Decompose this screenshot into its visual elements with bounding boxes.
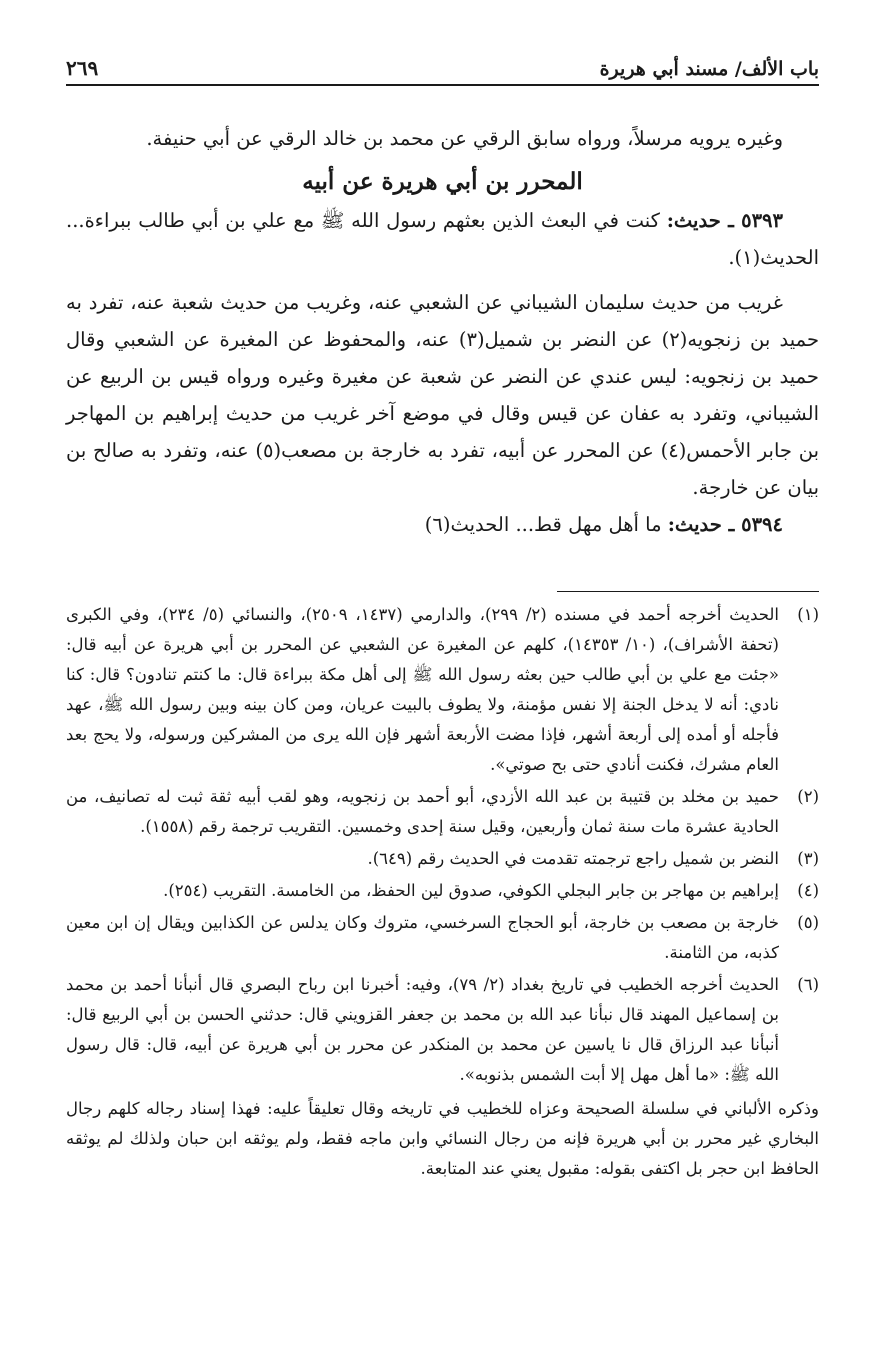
footnote-text: خارجة بن مصعب بن خارجة، أبو الحجاج السرخسي، متروك وكان يدلس عن الكذابين ويقال إن ابن معين كذبه، من الثامنة. [66,913,779,962]
footnote-text: إبراهيم بن مهاجر بن جابر البجلي الكوفي، صدوق لين الحفظ، من الخامسة. التقريب (٢٥٤). [163,881,779,900]
footnote-continuation: وذكره الألباني في سلسلة الصحيحة وعزاه للخطيب في تاريخه وقال تعليقاً عليه: فهذا إسناد رجاله كلهم رجال البخاري غير محرر بن أبي هريرة فإنه من رجال النسائي وابن ماجه فقط، ولم يوثقه ابن حبان ولذلك لم يوثقه الحافظ ابن حجر بل اكتفى بقوله: مقبول يعني عند المتابعة. [66,1099,819,1178]
hadith-text: ما أهل مهل قط... الحديث(٦) [424,513,662,536]
footnote-number: (٣) [797,849,819,868]
footnote [66,600,819,780]
footnote-number: (٥) [797,913,819,932]
footnote-text: الحديث أخرجه أحمد في مسنده (٢/ ٢٩٩)، والدارمي (١٤٣٧، ٢٥٠٩)، والنسائي (٥/ ٢٣٤)، وفي الكبرى (تحفة الأشراف)، (١٠/ ١٤٣٥٣)، كلهم عن المغيرة عن الشعبي عن المحرر بن أبي هريرة عن أبيه قال: «جئت مع علي بن أبي طالب حين بعثه رسول الله ﷺ إلى أهل مكة ببراءة قال: ما كنتم تنادون؟ قال: كنا نادي: أنه لا يدخل الجنة إلا نفس مؤمنة، ولا يطوف بالبيت عريان، ومن كان بينه وبين رسول الله ﷺ، عهد فأجله أو أمده إلى أربعة أشهر، فإذا مضت الأربعة أشهر فإن الله يرى من المشركين ورسوله، ولا يحج بعد العام مشرك، فكنت أنادي حتى بح صوتي». [66,605,779,774]
footnote-number: (٢) [797,787,819,806]
footnotes [66,600,819,1184]
commentary-paragraph: غريب من حديث سليمان الشيباني عن الشعبي عنه، وغريب من حديث شعبة عنه، تفرد به حميد بن زنجويه(٢) عن النضر بن شميل(٣) عنه، والمحفوظ عن المغيرة عن الشعبي وقال حميد بن زنجويه: ليس عندي عن النضر عن شعبة عن مغيرة وغيره ورواه قيس بن الربيع عن الشيباني، وتفرد به عفان عن قيس وقال في موضع آخر غريب من حديث إبراهيم بن المهاجر بن جابر الأحمس(٤) عن المحرر عن أبيه، تفرد به خارجة بن مصعب(٥) عنه، وتفرد به صالح بن بيان عن خارجة. [66,291,820,499]
hadith-number: ٥٣٩٣ ـ حديث: [666,209,784,232]
paragraph-continuation: وغيره يرويه مرسلاً، ورواه سابق الرقي عن محمد بن خالد الرقي عن أبي حنيفة. [146,127,783,150]
main-text [66,118,819,543]
footnote-text: حميد بن مخلد بن قتيبة بن عبد الله الأزدي، أبو أحمد بن زنجويه، وهو لقب أبيه ثقة ثبت له تصانيف، من الحادية عشرة مات سنة ثمان وأربعين، وقيل سنة إحدى وخمسين. التقريب ترجمة رقم (١٥٥٨). [66,787,779,836]
footnote-number: (٤) [797,881,819,900]
page-number: ٢٦٩ [66,56,99,80]
footnote-number: (٦) [797,975,819,994]
footnote-text: النضر بن شميل راجع ترجمته تقدمت في الحديث رقم (٦٤٩). [367,849,779,868]
footnote [66,908,819,968]
hadith-number: ٥٣٩٤ ـ حديث: [667,513,783,536]
chapter-title: باب الألف/ مسند أبي هريرة [599,58,819,80]
hadith-text: كنت في البعث الذين بعثهم رسول الله ﷺ مع علي بن أبي طالب ببراءة... الحديث(١). [66,209,819,269]
hadith-5393 [66,202,819,276]
hadith-5394 [66,506,819,543]
footnote [66,970,819,1090]
footnote-separator [557,591,819,592]
footnote [66,782,819,842]
section-heading: المحرر بن أبي هريرة عن أبيه [302,168,583,195]
footnote [66,844,819,874]
footnote-number: (١) [797,605,819,624]
footnote [66,876,819,906]
header-rule [66,84,819,86]
running-header [66,46,819,86]
footnote-text: الحديث أخرجه الخطيب في تاريخ بغداد (٢/ ٧٩)، وفيه: أخبرنا ابن رباح البصري قال أنبأنا أحمد بن محمد بن إسماعيل المهند قال نبأنا عبد الله بن محمد بن جعفر القزويني قال: حدثني الحسن بن أبي الربيع قال: أنبأنا عبد الرزاق قال نا ياسين عن محمد بن المنكدر عن محرر بن أبي هريرة عن أبيه، قال: قال رسول الله ﷺ: «ما أهل مهل إلا أبت الشمس بذنوبه». [66,975,779,1084]
